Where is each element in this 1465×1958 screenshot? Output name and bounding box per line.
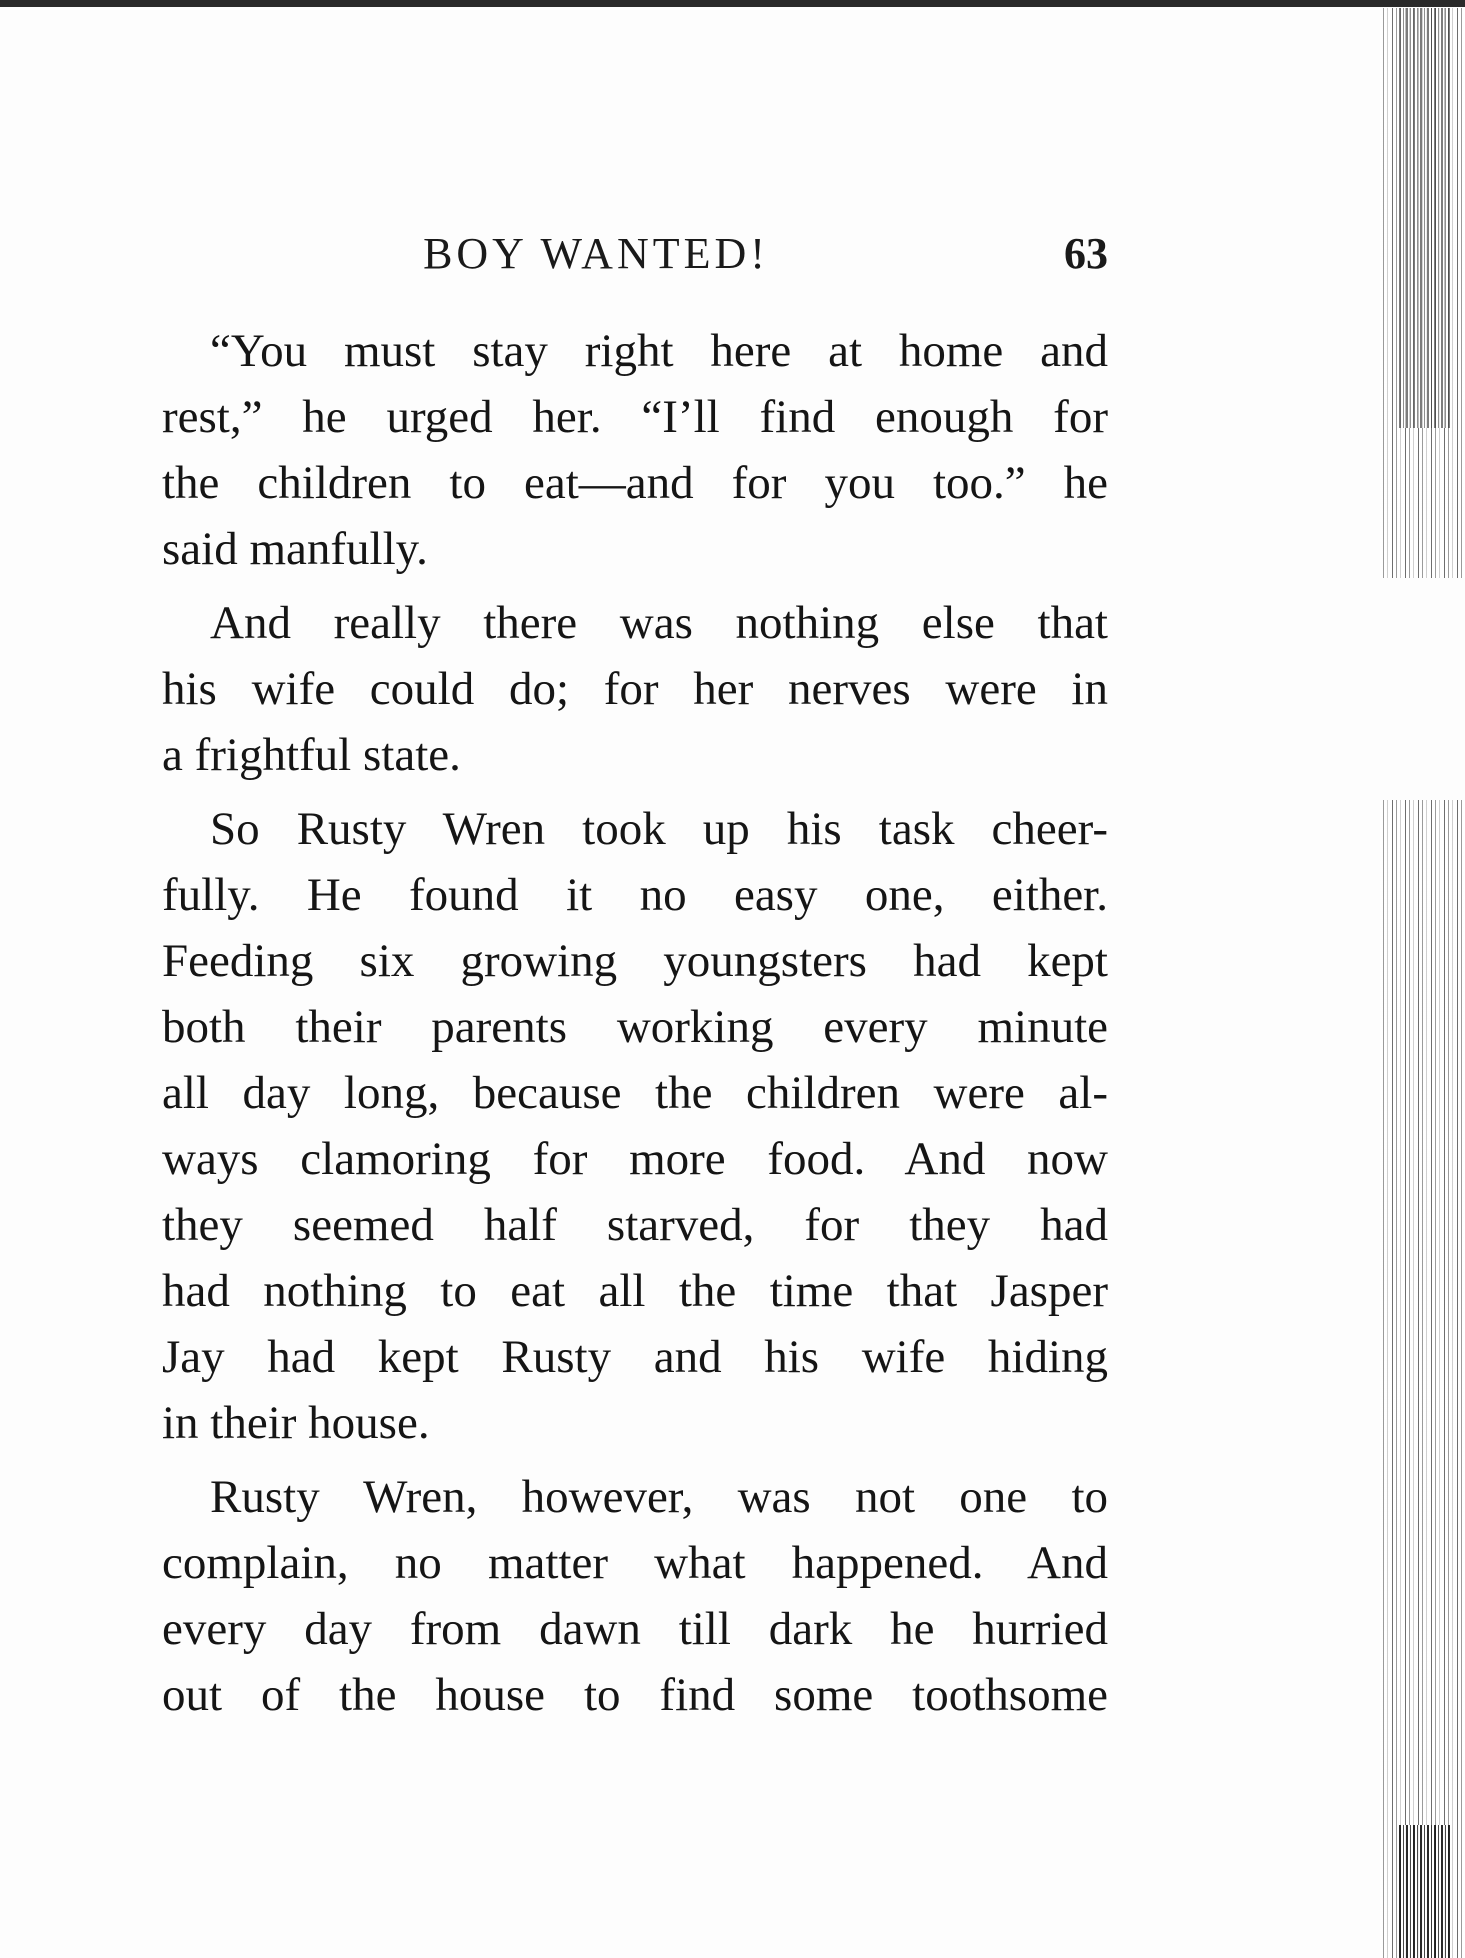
text-line: Feeding six growing youngsters had kept [162, 935, 1108, 987]
text-line: ways clamoring for more food. And now [162, 1133, 1108, 1185]
text-line: complain, no matter what happened. And [162, 1537, 1108, 1589]
binding-lines-upper [1399, 8, 1451, 428]
paragraph [162, 318, 1108, 582]
text-line: said manfully. [162, 523, 428, 575]
text-line: they seemed half starved, for they had [162, 1199, 1108, 1251]
text-line: both their parents working every minute [162, 1001, 1108, 1053]
text-line: all day long, because the children were al- [162, 1067, 1108, 1119]
page-edge-shadow-lower [1380, 800, 1465, 1958]
binding-lines-lower [1399, 1825, 1451, 1958]
text-line: a frightful state. [162, 729, 461, 781]
body-text [162, 318, 1108, 1736]
text-line: the children to eat—and for you too.” he [162, 457, 1108, 509]
text-line: And really there was nothing else that [210, 597, 1108, 649]
text-line: in their house. [162, 1397, 430, 1449]
top-border-line [0, 0, 1465, 7]
running-head [162, 228, 1108, 298]
paragraph [162, 796, 1108, 1456]
text-line: rest,” he urged her. “I’ll find enough for [162, 391, 1108, 443]
page-number: 63 [1064, 229, 1108, 278]
text-line: “You must stay right here at home and [210, 325, 1108, 377]
text-line: had nothing to eat all the time that Jasper [162, 1265, 1108, 1317]
text-line: out of the house to find some toothsome [162, 1669, 1108, 1721]
text-line: Rusty Wren, however, was not one to [210, 1471, 1108, 1523]
text-line: So Rusty Wren took up his task cheer- [210, 803, 1108, 855]
text-line: fully. He found it no easy one, either. [162, 869, 1108, 921]
running-title: BOY WANTED! [423, 229, 769, 278]
paragraph [162, 1464, 1108, 1728]
paragraph [162, 590, 1108, 788]
text-line: every day from dawn till dark he hurried [162, 1603, 1108, 1655]
text-line: his wife could do; for her nerves were in [162, 663, 1108, 715]
text-line: Jay had kept Rusty and his wife hiding [162, 1331, 1108, 1383]
